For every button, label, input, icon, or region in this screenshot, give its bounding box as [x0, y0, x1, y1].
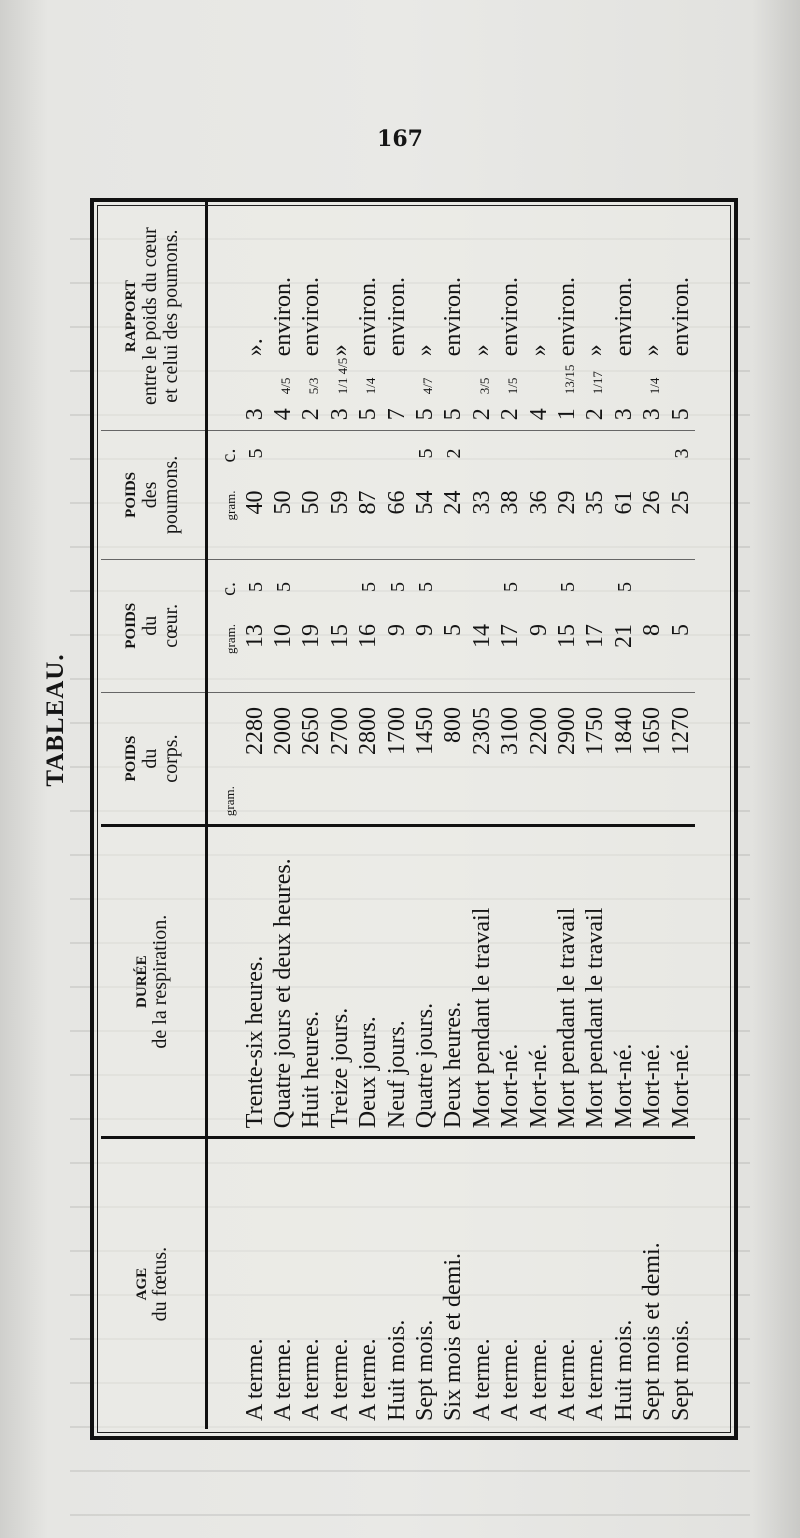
poumons-grams: 87: [355, 490, 382, 515]
cell-rapport: [355, 202, 383, 431]
cell-poids-corps: 1450: [411, 693, 439, 826]
poumons-grams: 26: [639, 490, 666, 515]
cell-age: Huit mois.: [610, 1138, 638, 1429]
rapport-note: »: [412, 344, 439, 357]
header-rapport: RAPPORT entre le poids du cœur et celui des poumons.: [101, 202, 207, 431]
table-row: [553, 202, 581, 1429]
cell-rapport: [298, 202, 326, 431]
rapport-fraction: 1/1 4/5: [334, 357, 350, 395]
coeur-grams: 9: [383, 624, 410, 636]
cell-rapport: [241, 202, 269, 431]
rapport-note: »: [582, 344, 609, 357]
cell-duree: Quatre jours.: [411, 826, 439, 1138]
cell-poids-corps: 1840: [610, 693, 638, 826]
poumons-grams: 54: [412, 490, 439, 515]
rapport-integer: 5: [667, 408, 694, 421]
cell-duree: Treize jours.: [326, 826, 354, 1138]
rapport-integer: 4: [525, 408, 552, 421]
cell-poids-poumons: [468, 431, 496, 559]
coeur-grams: 21: [610, 624, 637, 648]
cell-poids-coeur: [667, 559, 695, 692]
cell-rapport: [411, 202, 439, 431]
poumons-grams: 35: [582, 490, 609, 515]
cell-rapport: [326, 202, 354, 431]
table-title: TABLEAU.: [42, 653, 69, 787]
header-poids-coeur: POIDS du cœur.: [101, 559, 207, 692]
table-row: [667, 202, 695, 1429]
coeur-grams: 17: [497, 624, 524, 648]
rapport-fraction: 4/7: [420, 377, 436, 395]
poumons-grams: 61: [610, 490, 637, 515]
cell-poids-corps: 800: [440, 693, 468, 826]
rapport-integer: 3: [326, 408, 353, 421]
coeur-grams: 19: [298, 624, 325, 648]
poumons-centigrams: 5: [415, 448, 438, 459]
poumons-grams: 40: [241, 490, 268, 515]
cell-age: Sept mois et demi.: [638, 1138, 666, 1429]
poumons-grams: 50: [270, 490, 297, 515]
cell-poids-coeur: [610, 559, 638, 692]
cell-poids-corps: 2700: [326, 693, 354, 826]
cell-age: Sept mois.: [667, 1138, 695, 1429]
header-age: AGE du fœtus.: [101, 1138, 207, 1429]
cell-duree: Quatre jours et deux heures.: [269, 826, 297, 1138]
rapport-integer: 5: [412, 408, 439, 421]
cell-poids-poumons: [383, 431, 411, 559]
cell-duree: Mort pendant le travail: [582, 826, 610, 1138]
coeur-centigrams: 5: [273, 582, 296, 592]
cell-poids-coeur: [411, 559, 439, 692]
cell-duree: Mort-né.: [610, 826, 638, 1138]
cell-duree: Trente-six heures.: [241, 826, 269, 1138]
cell-age: A terme.: [298, 1138, 326, 1429]
rapport-fraction: 3/5: [476, 377, 492, 395]
cell-poids-corps: 2650: [298, 693, 326, 826]
rapport-note: environ.: [298, 276, 325, 357]
rapport-note: ».: [241, 338, 268, 357]
cell-poids-poumons: [355, 431, 383, 559]
rapport-fraction: 13/15: [561, 364, 577, 395]
rapport-fraction: 1/5: [505, 377, 521, 395]
rapport-integer: 4: [270, 408, 297, 421]
rapport-note: »: [525, 344, 552, 357]
poumons-grams: 38: [497, 490, 524, 515]
coeur-grams: 15: [553, 624, 580, 648]
coeur-grams: 9: [525, 624, 552, 636]
header-poids-corps: POIDS du corps.: [101, 693, 207, 826]
cell-poids-coeur: [553, 559, 581, 692]
cell-poids-poumons: [241, 431, 269, 559]
cell-rapport: [269, 202, 297, 431]
cell-poids-corps: 1650: [638, 693, 666, 826]
cell-rapport: [553, 202, 581, 431]
cell-poids-poumons: [610, 431, 638, 559]
rapport-integer: 5: [440, 408, 467, 421]
table-header-row: [101, 202, 207, 1429]
cell-poids-corps: 1750: [582, 693, 610, 826]
rapport-note: environ.: [553, 276, 580, 357]
cell-poids-corps: 1270: [667, 693, 695, 826]
table-row: [582, 202, 610, 1429]
unit-c: c.: [218, 582, 240, 596]
cell-poids-poumons: [411, 431, 439, 559]
coeur-centigrams: 5: [613, 582, 636, 592]
cell-poids-poumons: [582, 431, 610, 559]
rapport-integer: 3: [610, 408, 637, 421]
cell-rapport: [383, 202, 411, 431]
rapport-integer: 7: [383, 408, 410, 421]
rapport-fraction: 5/3: [306, 377, 322, 395]
poumons-grams: 29: [553, 490, 580, 515]
cell-poids-coeur: [525, 559, 553, 692]
cell-duree: Mort pendant le travail: [468, 826, 496, 1138]
rapport-fraction: 1/4: [363, 377, 379, 395]
table-row: [241, 202, 269, 1429]
data-table: [101, 202, 695, 1429]
rapport-integer: 2: [468, 408, 495, 421]
rapport-fraction: 1/17: [590, 371, 606, 395]
coeur-centigrams: 5: [386, 582, 409, 592]
cell-poids-poumons: [298, 431, 326, 559]
rapport-note: »: [468, 344, 495, 357]
cell-age: A terme.: [241, 1138, 269, 1429]
rotated-table-frame: [42, 198, 738, 1440]
cell-poids-coeur: [298, 559, 326, 692]
rapport-note: »: [326, 344, 353, 357]
cell-poids-corps: 2900: [553, 693, 581, 826]
coeur-centigrams: 5: [500, 582, 523, 592]
table-row: [411, 202, 439, 1429]
poumons-grams: 33: [468, 490, 495, 515]
table-row: [440, 202, 468, 1429]
unit-gram: gram.: [223, 490, 238, 521]
coeur-grams: 8: [639, 624, 666, 636]
table-row: [326, 202, 354, 1429]
header-poids-poumons: POIDS des poumons.: [101, 431, 207, 559]
unit-c: c.: [218, 448, 240, 463]
cell-duree: Mort-né.: [667, 826, 695, 1138]
cell-duree: Mort pendant le travail: [553, 826, 581, 1138]
poumons-grams: 50: [298, 490, 325, 515]
cell-duree: Deux heures.: [440, 826, 468, 1138]
rapport-integer: 5: [355, 408, 382, 421]
cell-age: A terme.: [582, 1138, 610, 1429]
cell-rapport: [440, 202, 468, 431]
rapport-note: environ.: [610, 276, 637, 357]
unit-gram: gram.: [223, 624, 238, 654]
poumons-centigrams: 5: [244, 448, 267, 459]
unit-gram: gram.: [207, 693, 242, 826]
rapport-integer: 3: [639, 408, 666, 421]
cell-poids-coeur: [326, 559, 354, 692]
coeur-grams: 17: [582, 624, 609, 648]
table-row: [525, 202, 553, 1429]
cell-poids-corps: 2000: [269, 693, 297, 826]
cell-duree: Neuf jours.: [383, 826, 411, 1138]
cell-rapport: [497, 202, 525, 431]
rapport-integer: 2: [582, 408, 609, 421]
coeur-centigrams: 5: [244, 582, 267, 592]
cell-duree: Mort-né.: [638, 826, 666, 1138]
cell-poids-coeur: [582, 559, 610, 692]
cell-poids-coeur: [383, 559, 411, 692]
rapport-note: environ.: [667, 276, 694, 357]
rapport-integer: 3: [241, 408, 268, 421]
cell-age: Six mois et demi.: [440, 1138, 468, 1429]
rapport-fraction: 1/4: [647, 377, 663, 395]
cell-age: A terme.: [497, 1138, 525, 1429]
table-row: [497, 202, 525, 1429]
cell-rapport: [582, 202, 610, 431]
coeur-grams: 5: [440, 624, 467, 636]
poumons-grams: 24: [440, 490, 467, 515]
cell-poids-coeur: [440, 559, 468, 692]
page-number: 167: [377, 126, 423, 152]
poumons-centigrams: 3: [670, 448, 693, 459]
cell-poids-corps: 2800: [355, 693, 383, 826]
cell-poids-corps: 2200: [525, 693, 553, 826]
cell-age: A terme.: [553, 1138, 581, 1429]
cell-rapport: [468, 202, 496, 431]
cell-poids-corps: 2280: [241, 693, 269, 826]
cell-duree: Mort-né.: [525, 826, 553, 1138]
cell-duree: Huit heures.: [298, 826, 326, 1138]
cell-poids-poumons: [525, 431, 553, 559]
cell-poids-coeur: [241, 559, 269, 692]
coeur-grams: 13: [241, 624, 268, 648]
cell-poids-poumons: [667, 431, 695, 559]
rapport-note: environ.: [355, 276, 382, 357]
coeur-centigrams: 5: [415, 582, 438, 592]
poumons-grams: 66: [383, 490, 410, 515]
coeur-grams: 16: [355, 624, 382, 648]
cell-rapport: [525, 202, 553, 431]
cell-rapport: [638, 202, 666, 431]
poumons-grams: 25: [667, 490, 694, 515]
coeur-grams: 14: [468, 624, 495, 648]
cell-poids-coeur: [468, 559, 496, 692]
rapport-note: environ.: [497, 276, 524, 357]
cell-age: Huit mois.: [383, 1138, 411, 1429]
cell-poids-poumons: [269, 431, 297, 559]
table-row: [355, 202, 383, 1429]
rapport-note: »: [639, 344, 666, 357]
rapport-integer: 1: [553, 408, 580, 421]
coeur-grams: 15: [326, 624, 353, 648]
cell-poids-poumons: [553, 431, 581, 559]
rapport-note: environ.: [270, 276, 297, 357]
table-row: [269, 202, 297, 1429]
coeur-grams: 9: [412, 624, 439, 636]
cell-poids-coeur: [355, 559, 383, 692]
cell-rapport: [610, 202, 638, 431]
table-row: [610, 202, 638, 1429]
cell-poids-poumons: [440, 431, 468, 559]
cell-poids-poumons: [497, 431, 525, 559]
rapport-note: environ.: [440, 276, 467, 357]
cell-age: A terme.: [468, 1138, 496, 1429]
cell-poids-poumons: [638, 431, 666, 559]
cell-poids-corps: 3100: [497, 693, 525, 826]
cell-poids-coeur: [638, 559, 666, 692]
cell-duree: Mort-né.: [497, 826, 525, 1138]
header-duree: DURÉE de la respiration.: [101, 826, 207, 1138]
units-row: [207, 202, 242, 1429]
poumons-grams: 36: [525, 490, 552, 515]
cell-poids-coeur: [269, 559, 297, 692]
cell-age: Sept mois.: [411, 1138, 439, 1429]
table-row: [383, 202, 411, 1429]
coeur-grams: 5: [667, 624, 694, 636]
cell-duree: Deux jours.: [355, 826, 383, 1138]
cell-age: A terme.: [525, 1138, 553, 1429]
rapport-integer: 2: [497, 408, 524, 421]
cell-rapport: [667, 202, 695, 431]
rapport-fraction: 4/5: [278, 377, 294, 395]
cell-poids-corps: 1700: [383, 693, 411, 826]
coeur-centigrams: 5: [358, 582, 381, 592]
table-body: [207, 202, 696, 1429]
cell-poids-coeur: [497, 559, 525, 692]
poumons-grams: 59: [326, 490, 353, 515]
coeur-centigrams: 5: [556, 582, 579, 592]
table-row: [298, 202, 326, 1429]
coeur-grams: 10: [270, 624, 297, 648]
cell-age: A terme.: [269, 1138, 297, 1429]
rapport-integer: 2: [298, 408, 325, 421]
table-row: [638, 202, 666, 1429]
table-row: [468, 202, 496, 1429]
cell-age: A terme.: [326, 1138, 354, 1429]
cell-poids-poumons: [326, 431, 354, 559]
poumons-centigrams: 2: [443, 448, 466, 459]
rapport-note: environ.: [383, 276, 410, 357]
cell-poids-corps: 2305: [468, 693, 496, 826]
cell-age: A terme.: [355, 1138, 383, 1429]
